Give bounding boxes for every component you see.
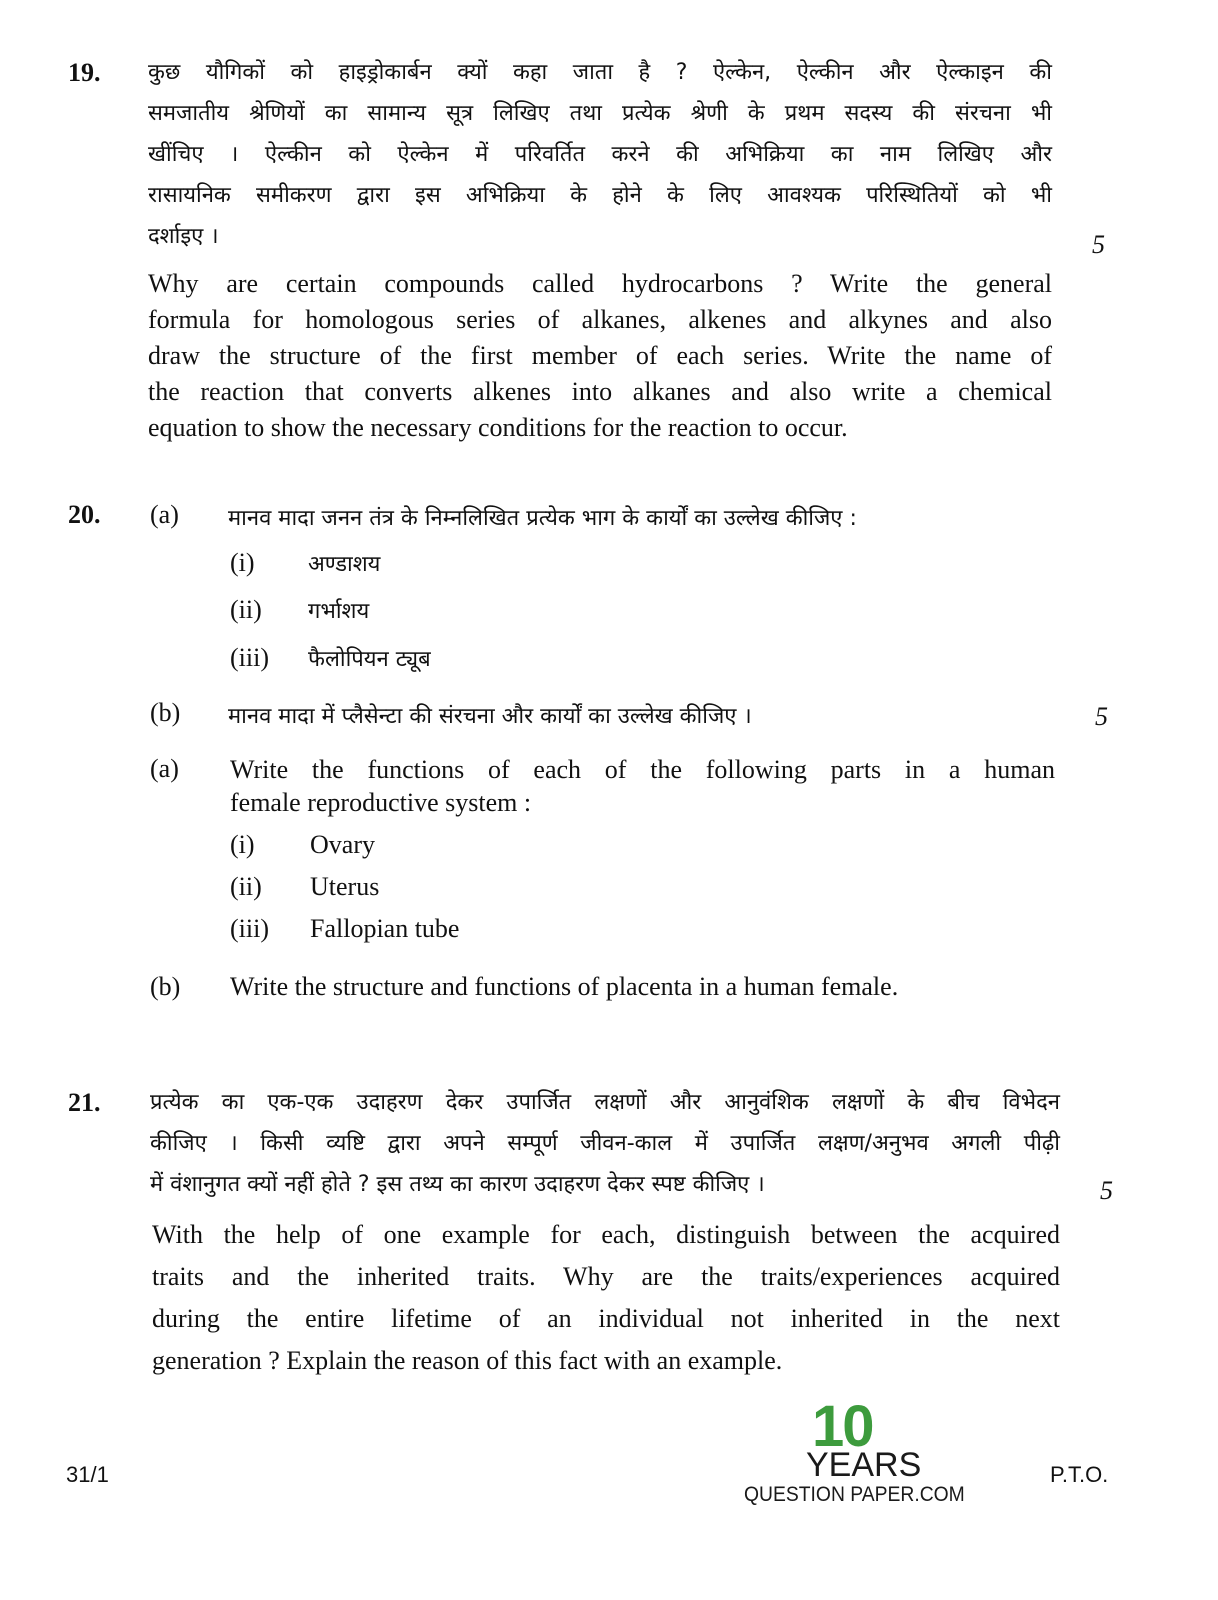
q19-english-block xyxy=(148,266,1052,446)
q20-hindi-part-b-label: (b) xyxy=(150,698,181,727)
q21-english-line: generation ? Explain the reason of this fact with an example. xyxy=(152,1346,783,1375)
q20-english-item-text: Ovary xyxy=(310,830,375,859)
q19-english-line: the reaction that converts alkenes into alkanes and also write a chemical xyxy=(148,377,1052,406)
q20-english-item-text: Fallopian tube xyxy=(310,914,460,943)
q21-english-line: traits and the inherited traits. Why are the traits/experiences acquired xyxy=(152,1262,1060,1291)
q19-hindi-line: कुछ यौगिकों को हाइड्रोकार्बन क्यों कहा जाता है ? ऐल्केन, ऐल्कीन और ऐल्काइन की xyxy=(148,60,1052,85)
q20-hindi-item-text: अण्डाशय xyxy=(308,552,381,577)
q21-english-line: during the entire lifetime of an individual not inherited in the next xyxy=(152,1304,1060,1333)
q20-english-part-a-line: Write the functions of each of the following parts in a human xyxy=(230,755,1055,784)
q20-english-part-a-label: (a) xyxy=(150,754,179,783)
q19-hindi-line: समजातीय श्रेणियों का सामान्य सूत्र लिखिए तथा प्रत्येक श्रेणी के प्रथम सदस्य की संरचना भी xyxy=(148,101,1052,126)
q19-marks: 5 xyxy=(1092,230,1105,259)
q19-english-line: Why are certain compounds called hydrocarbons ? Write the general xyxy=(148,269,1052,298)
q20-english-item-text: Uterus xyxy=(310,872,380,901)
q20-english-item-label: (iii) xyxy=(230,914,269,943)
q20-english-part-b-text: Write the structure and functions of placenta in a human female. xyxy=(230,972,899,1001)
q20-english-part-a-line: female reproductive system : xyxy=(230,788,532,817)
q19-hindi-block xyxy=(148,52,1052,257)
logo-years: YEARS xyxy=(806,1446,922,1484)
page-turn-over: P.T.O. xyxy=(1050,1462,1109,1487)
q19-hindi-line: खींचिए । ऐल्कीन को ऐल्केन में परिवर्तित करने की अभिक्रिया का नाम लिखिए और xyxy=(148,142,1052,167)
q19-hindi-line: दर्शाइए । xyxy=(148,224,219,249)
q20-marks: 5 xyxy=(1095,702,1108,731)
q20-english-part-b-label: (b) xyxy=(150,972,181,1001)
question-number-19: 19. xyxy=(68,58,101,87)
q21-hindi-line: कीजिए । किसी व्यष्टि द्वारा अपने सम्पूर्ण जीवन-काल में उपार्जित लक्षण/अनुभव अगली पीढ़ी xyxy=(150,1131,1060,1156)
q20-hindi-item-text: गर्भाशय xyxy=(308,599,370,624)
q19-hindi-line: रासायनिक समीकरण द्वारा इस अभिक्रिया के होने के लिए आवश्यक परिस्थितियों को भी xyxy=(148,183,1052,208)
q21-english-block xyxy=(152,1214,1060,1382)
q20-hindi-part-a-text: मानव मादा जनन तंत्र के निम्नलिखित प्रत्येक भाग के कार्यों का उल्लेख कीजिए : xyxy=(228,506,857,531)
q20-english-part-a-block xyxy=(230,752,1055,818)
site-logo xyxy=(740,1394,980,1508)
q21-hindi-line: प्रत्येक का एक-एक उदाहरण देकर उपार्जित लक्षणों और आनुवंशिक लक्षणों के बीच विभेदन xyxy=(150,1090,1060,1115)
q20-hindi-part-b-text: मानव मादा में प्लैसेन्टा की संरचना और कार्यों का उल्लेख कीजिए । xyxy=(228,704,752,729)
logo-number: 10 xyxy=(812,1394,873,1459)
question-number-21: 21. xyxy=(68,1088,101,1117)
q20-hindi-item-label: (i) xyxy=(230,548,255,577)
q20-hindi-item-label: (iii) xyxy=(230,643,269,672)
q21-marks: 5 xyxy=(1100,1176,1113,1205)
q20-english-item-label: (ii) xyxy=(230,872,262,901)
q20-hindi-item-label: (ii) xyxy=(230,595,262,624)
q21-hindi-line: में वंशानुगत क्यों नहीं होते ? इस तथ्य का कारण उदाहरण देकर स्पष्ट कीजिए । xyxy=(150,1172,765,1197)
question-number-20: 20. xyxy=(68,500,101,529)
q19-english-line: equation to show the necessary conditions for the reaction to occur. xyxy=(148,413,848,442)
logo-site-name: QUESTION PAPER.COM xyxy=(744,1483,965,1506)
q20-hindi-item-text: फैलोपियन ट्यूब xyxy=(308,647,431,672)
q21-english-line: With the help of one example for each, distinguish between the acquired xyxy=(152,1220,1060,1249)
q19-english-line: formula for homologous series of alkanes, alkenes and alkynes and also xyxy=(148,305,1052,334)
q21-hindi-block xyxy=(150,1082,1060,1205)
q20-hindi-part-a-label: (a) xyxy=(150,500,179,529)
q19-english-line: draw the structure of the first member of each series. Write the name of xyxy=(148,341,1052,370)
q20-english-item-label: (i) xyxy=(230,830,255,859)
paper-code: 31/1 xyxy=(66,1462,109,1487)
